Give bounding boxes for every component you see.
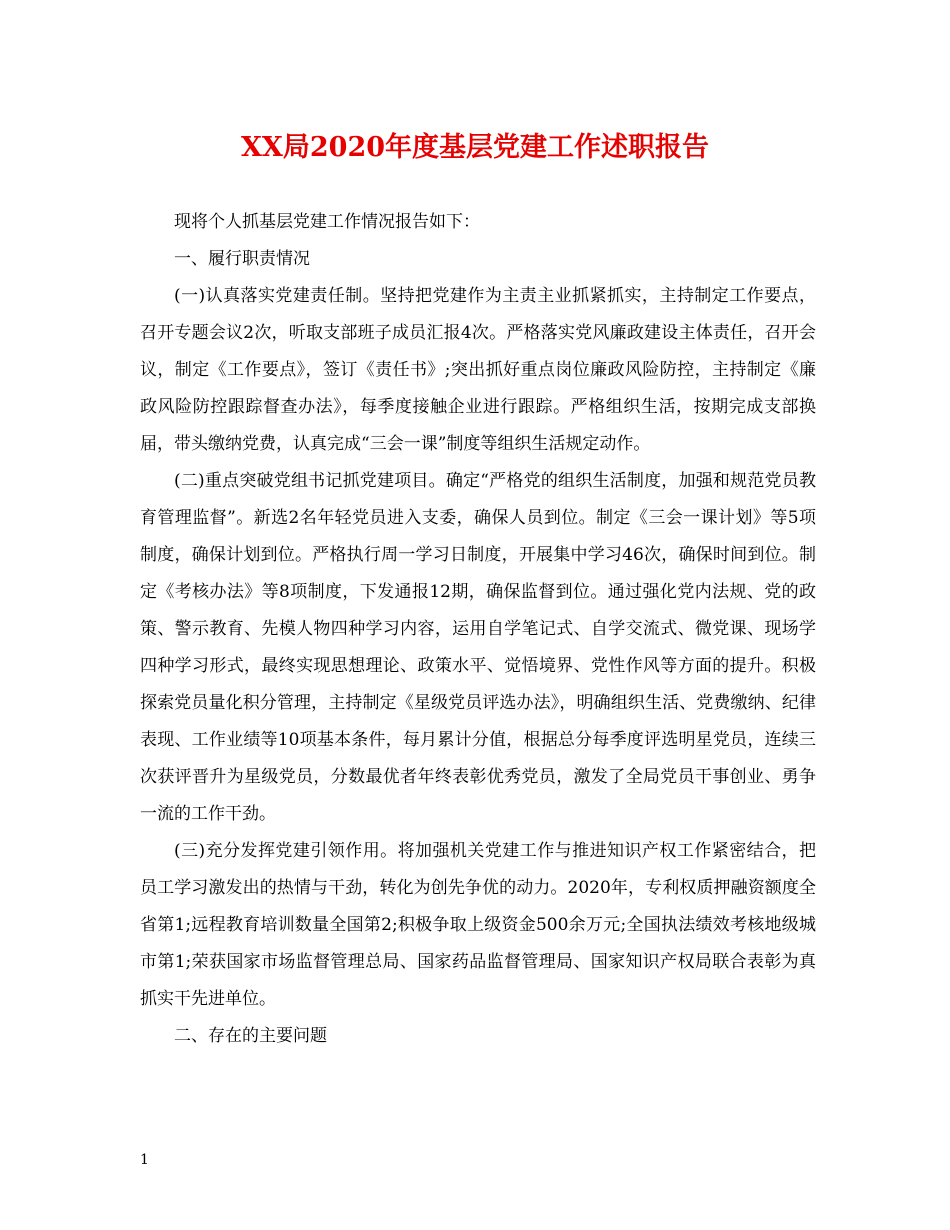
section-heading-problems: 二、存在的主要问题 [174,1026,327,1046]
paragraph-key-project: (二)重点突破党组书记抓党建项目。确定“严格党的组织生活制度，加强和规范党员教育管理监督”。新选2名年轻党员进入支委，确保人员到位。制定《三会一课计划》等5项制度，确保计划到位。严格执行周一学习日制度，开展集中学习46次，确保时间到位。制定《考核办法》等8项制度，下发通报12期，确保监督到位。通过强化党内法规、党的政策、警示教育、先模人物四种学习内容，运用自学笔记式、自学交流式、微党课、现场学四种学习形式，最终实现思想理论、政策水平、觉悟境界、党性作风等方面的提升。积极探索党员量化积分管理，主持制定《星级党员评选办法》，明确组织生活、党费缴纳、纪律表现、工作业绩等10项基本条件，每月累计分值，根据总分每季度评选明星党员，连续三次获评晋升为星级党员，分数最优者年终表彰优秀党员，激发了全局党员干事创业、勇争一流的工作干劲。 [140,471,816,824]
paragraph-responsibility-system: (一)认真落实党建责任制。坚持把党建作为主责主业抓紧抓实，主持制定工作要点，召开专题会议2次，听取支部班子成员汇报4次。严格落实党风廉政建设主体责任，召开会议，制定《工作要点》，签订《责任书》;突出抓好重点岗位廉政风险防控，主持制定《廉政风险防控跟踪督查办法》，每季度接触企业进行跟踪。严格组织生活，按期完成支部换届，带头缴纳党费，认真完成“三会一课”制度等组织生活规定动作。 [140,286,816,454]
document-body [140,204,816,1055]
document-title: XX局2020年度基层党建工作述职报告 [240,132,710,163]
paragraph-leading-role: (三)充分发挥党建引领作用。将加强机关党建工作与推进知识产权工作紧密结合，把员工学习激发出的热情与干劲，转化为创先争优的动力。2020年，专利权质押融资额度全省第1;远程教育培训数量全国第2;积极争取上级资金500余万元;全国执法绩效考核地级城市第1;荣获国家市场监督管理总局、国家药品监督管理局、国家知识产权局联合表彰为真抓实干先进单位。 [140,841,816,1009]
intro-paragraph: 现将个人抓基层党建工作情况报告如下： [174,212,480,232]
page-number: 1 [140,1152,149,1168]
section-heading-duties: 一、履行职责情况 [174,249,310,269]
